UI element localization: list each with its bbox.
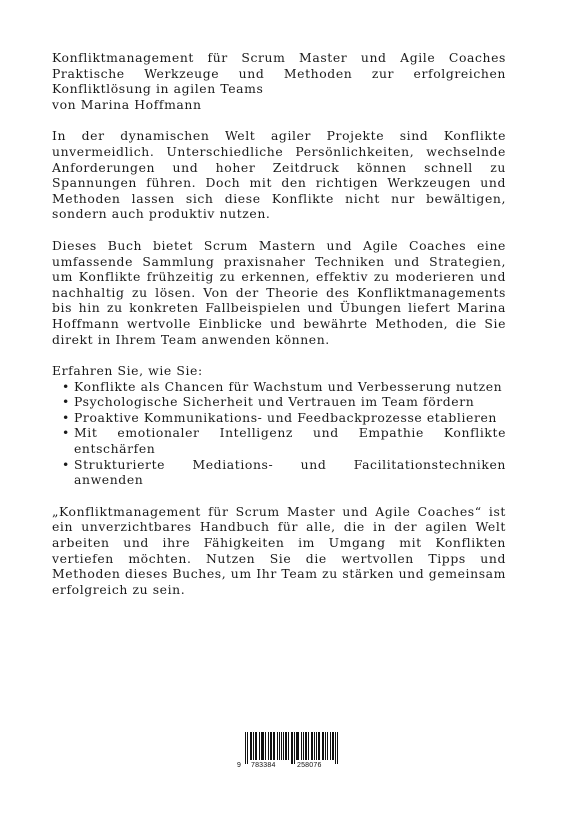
barcode-bar [337,732,338,764]
title-block [52,50,506,112]
closing-paragraph: „Konfliktmanagement für Scrum Master und Agile Coaches“ ist ein unverzichtbares Handbuch für alle, die in der agilen Welt arbeiten und ihre Fähigkeiten im Umgang mit Konflikten vertiefen möchten. Nutzen Sie die wertvollen Tipps und Methoden dieses Buches, um Ihr Team zu stärken und gemeinsam erfolgreich zu sein. [52,503,506,597]
barcode-bar [250,732,251,760]
barcode-bar [281,732,282,760]
barcode-bar [308,732,309,760]
barcode-bar [288,732,289,760]
list-item: • Konflikte als Chancen für Wachstum und Verbesserung nutzen [62,379,506,395]
barcode-bar [255,732,256,760]
barcode-bar [270,732,271,760]
barcode-bar [306,732,307,760]
barcode-bar [291,732,292,764]
barcode-bar [319,732,320,760]
barcode-bar [285,732,286,760]
list-item: • Psychologische Sicherheit und Vertrauen im Team fördern [62,394,506,410]
back-cover-text [52,50,506,597]
barcode-bar [297,732,298,760]
benefits-list [52,379,506,488]
barcode-bar [325,732,326,760]
barcode-bar [271,732,272,760]
barcode-bar [265,732,266,760]
barcode-bar [311,732,312,760]
barcode-bar [318,732,319,760]
list-intro: Erfahren Sie, wie Sie: [52,363,203,379]
list-item: • Proaktive Kommunikations- und Feedbackprozesse etablieren [62,410,506,426]
subtitle-line-2: Konfliktlösung in agilen Teams [52,81,264,97]
barcode-bar [286,732,287,760]
barcode-bar [277,732,278,760]
barcode-bar [294,732,295,764]
barcode-bar [298,732,299,760]
barcode-bar [296,732,297,760]
barcode-bar [292,732,293,764]
barcode-bar [322,732,323,760]
barcode-bar [305,732,306,760]
barcode-bar [259,732,260,760]
barcode-bar [273,732,274,760]
barcode-bar [279,732,280,760]
list-item: • Mit emotionaler Intelligenz und Empathie Konflikte entschärfen [62,425,506,456]
barcode-digits-right: 258076 [297,762,322,769]
barcode-bar [251,732,252,760]
barcode-bar [333,732,334,760]
barcode-bar [327,732,328,760]
author-line: von Marina Hoffmann [52,96,202,112]
barcode-bar [323,732,324,760]
barcode-digit-first: 9 [237,762,242,769]
barcode-digits-left: 783384 [251,762,276,769]
barcode-bar [245,732,246,764]
barcode-bar [256,732,257,760]
barcode-bar [268,732,269,760]
barcode-bar [335,732,336,764]
barcode-bar [312,732,313,760]
barcode-bar [262,732,263,760]
barcode-bars [231,732,341,764]
barcode-bar [247,732,248,764]
intro-paragraph: In der dynamischen Welt agiler Projekte sind Konflikte unvermeidlich. Unterschiedliche Persönlichkeiten, wechselnde Anforderungen und hoher Zeitdruck können schnell zu Spannungen führen. Doch mit den richtigen Werkzeugen und Methoden lassen sich diese Konflikte nicht nur bewältigen, sondern auch produktiv nutzen. [52,128,506,222]
barcode-bar [261,732,262,760]
barcode-bar [301,732,302,760]
barcode-bar [263,732,264,760]
title-line-1: Konfliktmanagement für Scrum Master und Agile Coaches [52,50,506,65]
subtitle-line-1: Praktische Werkzeuge und Methoden zur erfolgreichen [52,65,506,81]
barcode-bar [283,732,284,760]
description-paragraph: Dieses Buch bietet Scrum Mastern und Agile Coaches eine umfassende Sammlung praxisnaher Techniken und Strategien, um Konflikte frühzeitig zu erkennen, effektiv zu moderieren und nachhaltig zu lösen. Von der Theorie des Konfliktmanagements bis hin zu konkreten Fallbeispielen und Übungen liefert Marina Hoffmann wertvolle Einblicke und bewährte Methoden, die Sie direkt in Ihrem Team anwenden können. [52,237,506,347]
barcode-bar [314,732,315,760]
barcode-bar [330,732,331,760]
barcode-bar [303,732,304,760]
list-item: • Strukturierte Mediations- und Facilitationstechniken anwenden [62,457,506,488]
isbn-barcode [231,732,341,772]
barcode-bar [332,732,333,760]
barcode-bar [253,732,254,760]
barcode-bar [316,732,317,760]
barcode-bar [274,732,275,760]
